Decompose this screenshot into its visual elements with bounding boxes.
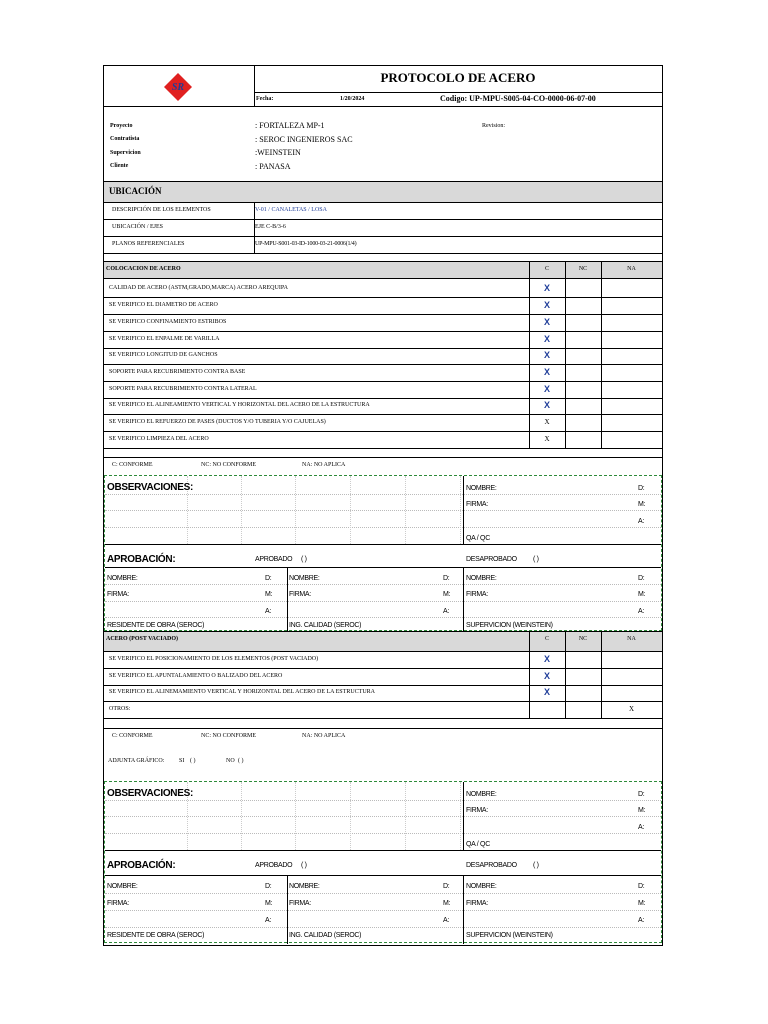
col-na-header: NA — [627, 266, 636, 272]
supervision-nombre-label: NOMBRE: — [466, 883, 497, 890]
aprobacion-title: APROBACIÓN: — [107, 860, 176, 871]
client-value: : PANASA — [255, 162, 291, 171]
residente-firma-label: FIRMA: — [107, 900, 129, 907]
check-mark-c[interactable]: X — [543, 334, 550, 344]
supervision-m-label: M: — [638, 591, 646, 598]
observaciones-block-2 — [104, 781, 662, 943]
revision-label: Revision: — [482, 123, 506, 129]
checklist-item-label: SE VERIFICO EL ENPALME DE VARILLA — [109, 336, 220, 342]
calidad-d-label: D: — [443, 575, 450, 582]
ubicacion-row-value: V-01 / CANALETAS / LOSA — [255, 207, 327, 213]
logo-diamond-icon — [162, 72, 194, 102]
calidad-d-label: D: — [443, 883, 450, 890]
qa-firma-label: FIRMA: — [466, 807, 488, 814]
check-mark-c[interactable]: X — [543, 400, 550, 410]
company-logo — [162, 72, 194, 102]
supervision-firma-label: FIRMA: — [466, 900, 488, 907]
calidad-a-label: A: — [443, 917, 450, 924]
residente-nombre-label: NOMBRE: — [107, 575, 138, 582]
residente-m-label: M: — [265, 591, 273, 598]
checklist-item-label: SE VERIFICO CONFINAMIENTO ESTRIBOS — [109, 319, 227, 325]
desaprobado-label: DESAPROBADO — [466, 556, 517, 563]
residente-nombre-label: NOMBRE: — [107, 883, 138, 890]
post-item-label: SE VERIFICO EL ALINEMAMIENTO VERTICAL Y HORIZONTAL DEL ACERO DE LA ESTRUCTURA — [109, 689, 375, 695]
contractor-label: Contratista — [110, 136, 140, 142]
checklist-item-label: CALIDAD DE ACERO (ASTM,GRADO,MARCA) ACERO AREQUIPA — [109, 285, 288, 291]
fecha-label: Fecha: — [256, 96, 274, 102]
document-code: Codigo: UP-MPU-S005-04-CO-0000-06-07-00 — [440, 94, 596, 103]
ubicacion-header — [104, 181, 662, 203]
adjunta-no-label: NO — [226, 758, 235, 764]
legend-conforme: C: CONFORME — [112, 733, 153, 739]
client-label: Cliente — [110, 163, 129, 169]
calidad-role: ING. CALIDAD (SEROC) — [289, 932, 362, 939]
legend-no-conforme: NC: NO CONFORME — [201, 733, 257, 739]
qa-firma-label: FIRMA: — [466, 501, 488, 508]
supervision-role: SUPERVICION (WEINSTEIN) — [466, 622, 553, 629]
adjunta-si-checkbox[interactable]: ( ) — [190, 758, 196, 764]
ubicacion-row-label: PLANOS REFERENCIALES — [112, 241, 185, 247]
ubicacion-row-value: EJE C-B/3-6 — [255, 224, 286, 230]
residente-d-label: D: — [265, 575, 272, 582]
observaciones-title: OBSERVACIONES: — [107, 788, 194, 799]
qa-m-label: M: — [638, 501, 646, 508]
calidad-firma-label: FIRMA: — [289, 591, 311, 598]
legend-no-aplica: NA: NO APLICA — [302, 462, 346, 468]
post-check-mark-c[interactable]: X — [543, 654, 550, 664]
aprobado-label: APROBADO — [255, 862, 293, 869]
post-vaciado-title: ACERO (POST VACIADO) — [106, 636, 179, 642]
protocol-sheet — [103, 65, 663, 946]
residente-firma-label: FIRMA: — [107, 591, 129, 598]
check-mark-c[interactable]: X — [544, 418, 550, 426]
qa-qc-label: QA / QC — [466, 535, 490, 542]
checklist-item-label: SE VERIFICO LONGITUD DE GANCHOS — [109, 352, 218, 358]
legend-conforme: C: CONFORME — [112, 462, 153, 468]
adjunta-grafico-label: ADJUNTA GRÁFICO: — [108, 758, 165, 764]
otros-check-mark-na[interactable]: X — [628, 705, 635, 713]
svg-text:SR: SR — [171, 82, 185, 93]
supervision-a-label: A: — [638, 917, 645, 924]
post-item-label: SE VERIFICO EL APUNTALAMIENTO O BALIZADO DEL ACERO — [109, 673, 283, 679]
observaciones-block — [104, 475, 662, 631]
qa-a-label: A: — [638, 824, 645, 831]
supervision-firma-label: FIRMA: — [466, 591, 488, 598]
aprobado-label: APROBADO — [255, 556, 293, 563]
qa-nombre-label: NOMBRE: — [466, 485, 497, 492]
adjunta-si-label: SI — [179, 758, 185, 764]
post-col-c-header: C — [544, 636, 549, 642]
colocacion-title: COLOCACION DE ACERO — [106, 266, 181, 272]
supervision-nombre-label: NOMBRE: — [466, 575, 497, 582]
residente-d-label: D: — [265, 883, 272, 890]
qa-nombre-label: NOMBRE: — [466, 791, 497, 798]
calidad-m-label: M: — [443, 900, 451, 907]
desaprobado-checkbox[interactable]: ( ) — [533, 556, 539, 563]
ubicacion-row-label: DESCRIPCIÓN DE LOS ELEMENTOS — [112, 207, 211, 213]
supervision-role: SUPERVICION (WEINSTEIN) — [466, 932, 553, 939]
qa-m-label: M: — [638, 807, 646, 814]
ubicacion-row-value: UP-MPU-S001-03-ID-1000-03-21-0006(1/4) — [255, 241, 357, 247]
otros-label: OTROS: — [109, 706, 131, 712]
residente-a-label: A: — [265, 608, 272, 615]
supervision-m-label: M: — [638, 900, 646, 907]
residente-a-label: A: — [265, 917, 272, 924]
checklist-item-label: SE VERIFICO EL REFUERZO DE PASES (DUCTOS Y/O TUBERIA Y/O CAJUELAS) — [109, 419, 326, 425]
post-col-na-header: NA — [627, 636, 636, 642]
contractor-value: : SEROC INGENIEROS SAC — [255, 135, 353, 144]
residente-role: RESIDENTE DE OBRA (SEROC) — [107, 932, 205, 939]
post-item-label: SE VERIFICO EL POSICIONAMIENTO DE LOS ELEMENTOS (POST VACIADO) — [109, 656, 319, 662]
document-title: PROTOCOLO DE ACERO — [380, 70, 536, 85]
check-mark-c[interactable]: X — [543, 317, 550, 327]
aprobado-checkbox[interactable]: ( ) — [301, 556, 307, 563]
legend-no-conforme: NC: NO CONFORME — [201, 462, 257, 468]
calidad-nombre-label: NOMBRE: — [289, 883, 320, 890]
supervision-d-label: D: — [638, 883, 645, 890]
residente-m-label: M: — [265, 900, 273, 907]
supervision-label: Supervicion — [110, 150, 141, 156]
ubicacion-title: UBICACIÓN — [109, 186, 162, 196]
legend-no-aplica: NA: NO APLICA — [302, 733, 346, 739]
residente-role: RESIDENTE DE OBRA (SEROC) — [107, 622, 205, 629]
check-mark-c[interactable]: X — [543, 367, 550, 377]
check-mark-c[interactable]: X — [543, 350, 550, 360]
fecha-value: 1/20/2024 — [340, 96, 365, 102]
ubicacion-row-label: UBICACIÓN / EJES — [112, 224, 164, 230]
check-mark-c[interactable]: X — [543, 300, 550, 310]
calidad-a-label: A: — [443, 608, 450, 615]
supervision-value: :WEINSTEIN — [255, 148, 301, 157]
check-mark-c[interactable]: X — [543, 384, 550, 394]
checklist-item-label: SE VERIFICO EL ALINEAMIENTO VERTICAL Y HORIZONTAL DEL ACERO DE LA ESTRUCTURA — [109, 402, 370, 408]
aprobado-checkbox[interactable]: ( ) — [301, 862, 307, 869]
supervision-d-label: D: — [638, 575, 645, 582]
check-mark-c[interactable]: X — [544, 435, 550, 443]
adjunta-no-checkbox[interactable]: ( ) — [238, 758, 244, 764]
checklist-item-label: SE VERIFICO EL DIAMETRO DE ACERO — [109, 302, 218, 308]
checklist-item-label: SE VERIFICO LIMPIEZA DEL ACERO — [109, 436, 209, 442]
post-check-mark-c[interactable]: X — [543, 687, 550, 697]
checklist-item-label: SOPORTE PARA RECUBRIMIENTO CONTRA BASE — [109, 369, 246, 375]
post-col-nc-header: NC — [578, 636, 588, 642]
col-nc-header: NC — [578, 266, 588, 272]
desaprobado-label: DESAPROBADO — [466, 862, 517, 869]
qa-d-label: D: — [638, 791, 645, 798]
checklist-item-label: SOPORTE PARA RECUBRIMIENTO CONTRA LATERAL — [109, 386, 257, 392]
desaprobado-checkbox[interactable]: ( ) — [533, 862, 539, 869]
project-value: : FORTALEZA MP-1 — [255, 121, 325, 130]
qa-a-label: A: — [638, 518, 645, 525]
observaciones-title: OBSERVACIONES: — [107, 482, 194, 493]
col-c-header: C — [544, 266, 549, 272]
check-mark-c[interactable]: X — [543, 283, 550, 293]
calidad-firma-label: FIRMA: — [289, 900, 311, 907]
project-label: Proyecto — [110, 123, 133, 129]
qa-d-label: D: — [638, 485, 645, 492]
calidad-m-label: M: — [443, 591, 451, 598]
supervision-a-label: A: — [638, 608, 645, 615]
calidad-nombre-label: NOMBRE: — [289, 575, 320, 582]
calidad-role: ING. CALIDAD (SEROC) — [289, 622, 362, 629]
aprobacion-title: APROBACIÓN: — [107, 554, 176, 565]
qa-qc-label: QA / QC — [466, 841, 490, 848]
post-check-mark-c[interactable]: X — [543, 671, 550, 681]
